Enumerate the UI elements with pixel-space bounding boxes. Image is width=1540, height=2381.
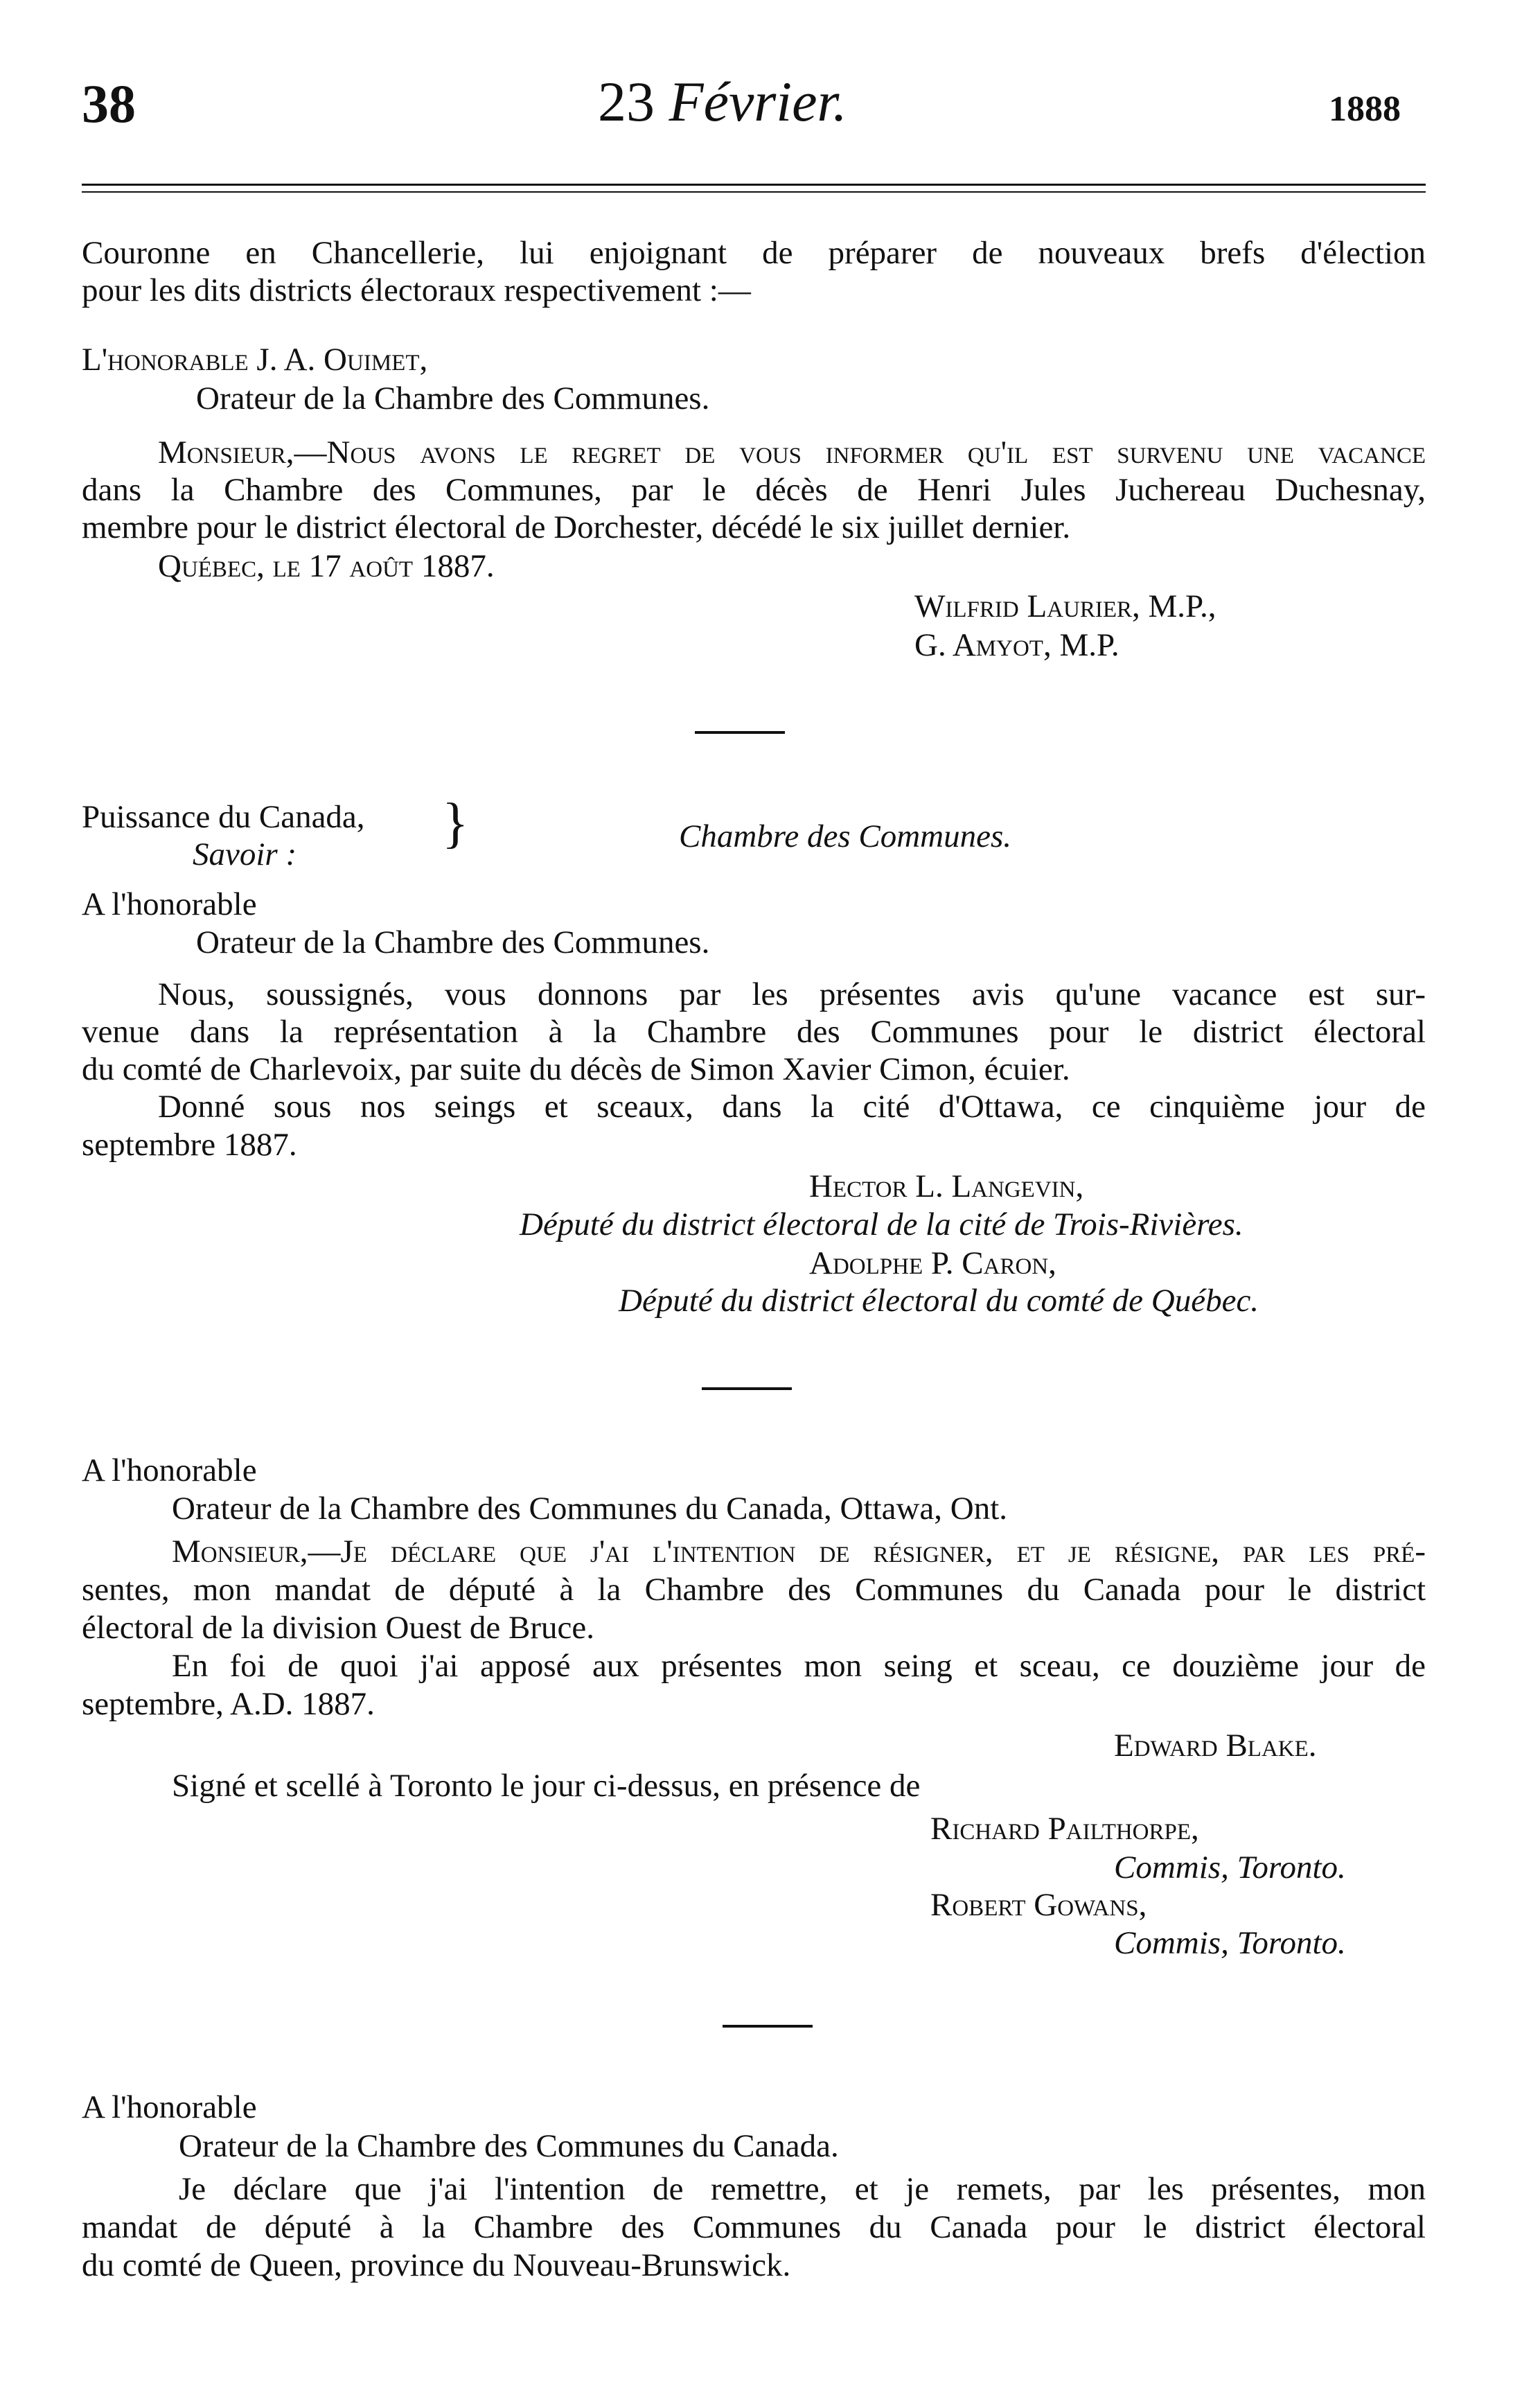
- section4-to-line1: A l'honorable: [82, 2089, 257, 2125]
- section1-place-date: Québec, le 17 août 1887.: [158, 548, 495, 584]
- section3-body-line1: [172, 1533, 1426, 1570]
- document-page: [82, 0, 1433, 2381]
- section3-body-line3: électoral de la division Ouest de Bruce.: [82, 1610, 594, 1646]
- section1-body-line1: [158, 434, 1426, 471]
- section2-body-line2: venue dans la représentation à la Chambre des Communes pour le district électoral: [82, 1014, 1426, 1050]
- date-day: 23: [598, 70, 655, 133]
- header-rule-top: [82, 184, 1426, 186]
- section2-body-line1: Nous, soussignés, vous donnons par les présentes avis qu'une vacance est sur-: [158, 976, 1426, 1012]
- section1-signer2: G. Amyot, M.P.: [914, 627, 1119, 663]
- section2-signer1-title: Député du district électoral de la cité de Trois-Rivières.: [520, 1206, 1243, 1242]
- section3-faith-line1: En foi de quoi j'ai apposé aux présentes mon seing et sceau, ce douzième jour de: [172, 1648, 1426, 1684]
- section2-given-line2: septembre 1887.: [82, 1127, 297, 1163]
- header-rule-bottom: [82, 191, 1426, 193]
- body-text: Monsieur,—Nous avons le regret de vous informer qu'il est survenu une vacance: [158, 434, 1426, 471]
- date-month: Février.: [669, 70, 847, 133]
- section2-heading-left2: Savoir :: [193, 836, 297, 872]
- section3-faith-line2: septembre, A.D. 1887.: [82, 1686, 375, 1722]
- section3-to-line2: Orateur de la Chambre des Communes du Canada, Ottawa, Ont.: [172, 1491, 1008, 1527]
- section2-heading-right: Chambre des Communes.: [679, 818, 1011, 854]
- addressee-name: L'honorable J. A. Ouimet,: [82, 342, 428, 378]
- section1-body-line3: membre pour le district électoral de Dorchester, décédé le six juillet dernier.: [82, 509, 1071, 545]
- section3-to-line1: A l'honorable: [82, 1452, 257, 1488]
- section3-witness2-title: Commis, Toronto.: [1114, 1925, 1346, 1961]
- section2-heading-left1: Puissance du Canada,: [82, 799, 365, 835]
- section1-body-line2: dans la Chambre des Communes, par le décès de Henri Jules Juchereau Duchesnay,: [82, 472, 1426, 508]
- section4-body-line3: du comté de Queen, province du Nouveau-Brunswick.: [82, 2247, 791, 2283]
- section1-addressee-title: Orateur de la Chambre des Communes.: [196, 380, 710, 416]
- section4-to-line2: Orateur de la Chambre des Communes du Canada.: [179, 2128, 839, 2164]
- section3-signed-line: Signé et scellé à Toronto le jour ci-dessus, en présence de: [172, 1768, 921, 1804]
- separator-3: [723, 2025, 813, 2028]
- section2-signer1-name: Hector L. Langevin,: [809, 1168, 1084, 1204]
- section2-given-line1: Donné sous nos seings et sceaux, dans la cité d'Ottawa, ce cinquième jour de: [158, 1089, 1426, 1125]
- separator-1: [695, 731, 785, 734]
- section2-to-line1: A l'honorable: [82, 886, 257, 922]
- section3-witness1-name: Richard Pailthorpe,: [930, 1811, 1199, 1847]
- section3-signer: Edward Blake.: [1114, 1728, 1317, 1764]
- section1-intro-line1: Couronne en Chancellerie, lui enjoignant de préparer de nouveaux brefs d'élection: [82, 235, 1426, 271]
- page-date: [598, 69, 847, 134]
- section3-witness1-title: Commis, Toronto.: [1114, 1850, 1346, 1886]
- page-year: 1888: [1329, 89, 1401, 129]
- section3-witness2-name: Robert Gowans,: [930, 1887, 1147, 1923]
- page-number: 38: [82, 73, 136, 134]
- section2-to-line2: Orateur de la Chambre des Communes.: [196, 924, 710, 960]
- section1-intro-line2: pour les dits districts électoraux respectivement :—: [82, 272, 751, 308]
- section1-addressee: [82, 341, 427, 378]
- section1-signer1: Wilfrid Laurier, M.P.,: [914, 588, 1216, 624]
- section4-body-line1: Je déclare que j'ai l'intention de remettre, et je remets, par les présentes, mon: [179, 2171, 1426, 2207]
- body-text: Monsieur,—Je déclare que j'ai l'intention de résigner, et je résigne, par les pré-: [172, 1534, 1426, 1570]
- section3-body-line2: sentes, mon mandat de député à la Chambre des Communes du Canada pour le district: [82, 1572, 1426, 1608]
- brace-icon: }: [442, 793, 469, 854]
- section2-body-line3: du comté de Charlevoix, par suite du décès de Simon Xavier Cimon, écuier.: [82, 1051, 1070, 1087]
- section4-body-line2: mandat de député à la Chambre des Communes du Canada pour le district électoral: [82, 2209, 1426, 2245]
- section2-signer2-name: Adolphe P. Caron,: [809, 1245, 1056, 1281]
- section2-signer2-title: Député du district électoral du comté de Québec.: [619, 1283, 1259, 1319]
- separator-2: [702, 1387, 792, 1390]
